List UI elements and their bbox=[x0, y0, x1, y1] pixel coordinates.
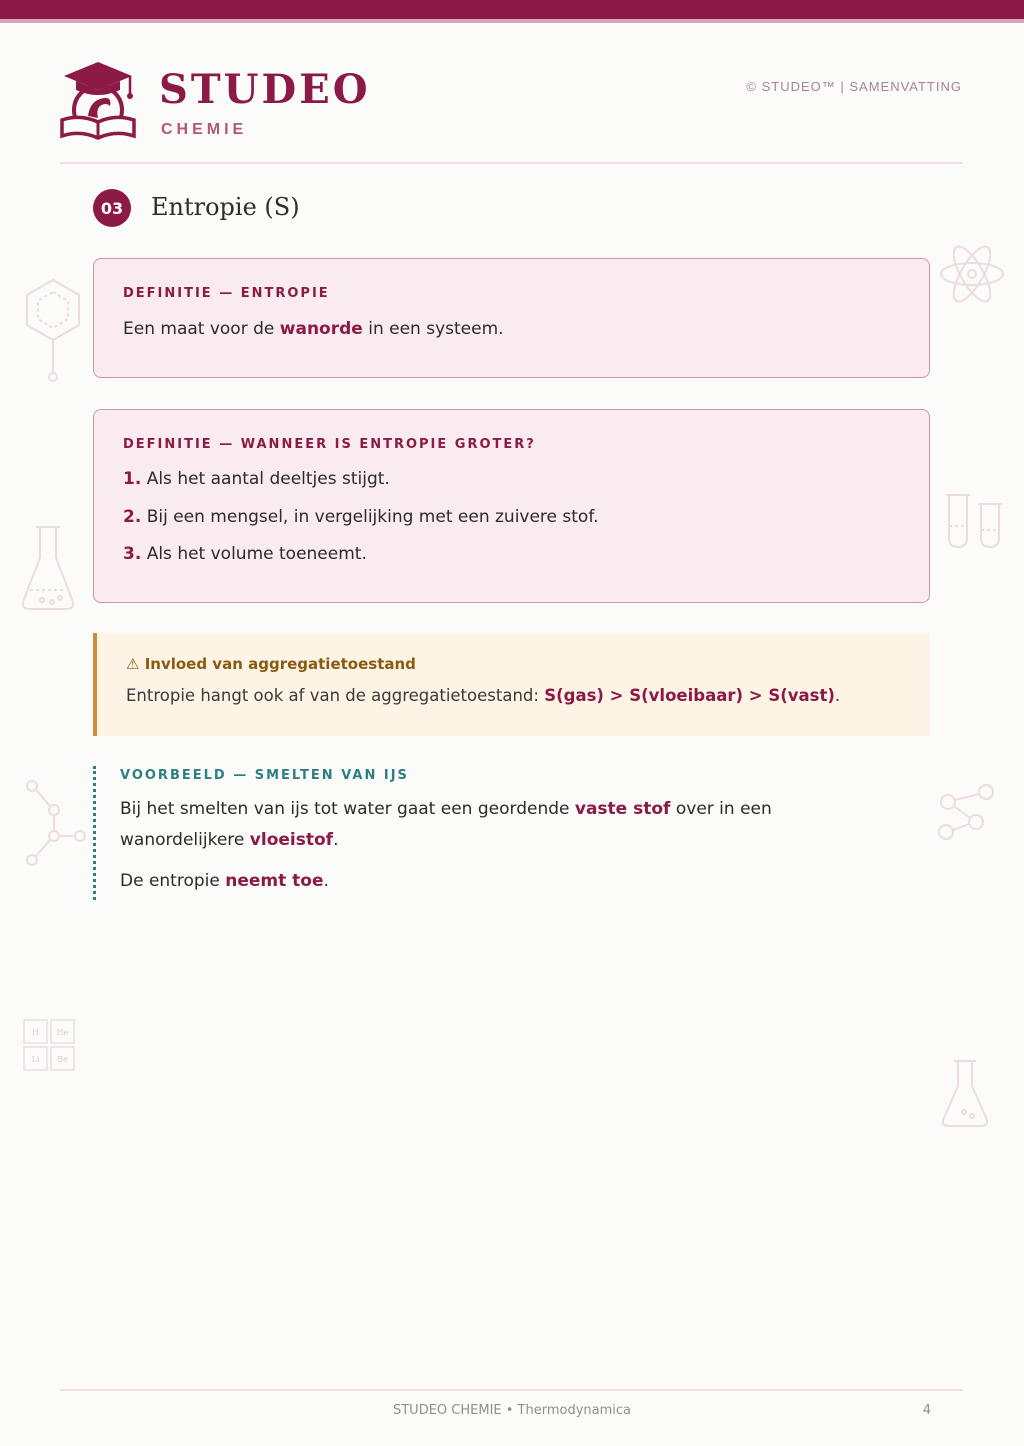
copyright-label: © STUDEO™ | SAMENVATTING bbox=[746, 79, 962, 94]
periodic-table-icon bbox=[22, 1018, 76, 1072]
list-item: 2. Bij een mengsel, in vergelijking met een zuivere stof. bbox=[123, 507, 599, 527]
footer-label: STUDEO CHEMIE • Thermodynamica bbox=[392, 1403, 631, 1418]
definition-card-entropie bbox=[93, 258, 930, 378]
warning-note-text: Entropie hangt ook af van de aggregatietoestand: S(gas) > S(vloeibaar) > S(vast). bbox=[126, 686, 841, 705]
section-number-badge: 03 bbox=[93, 189, 131, 227]
brand-subject: CHEMIE bbox=[161, 121, 248, 138]
example-text-line: De entropie neemt toe. bbox=[120, 871, 329, 891]
definition-card-title: DEFINITIE — WANNEER IS ENTROPIE GROTER? bbox=[123, 437, 536, 452]
highlight-term: S(gas) > S(vloeibaar) > S(vast) bbox=[544, 686, 835, 705]
example-text-line: wanordelijkere vloeistof. bbox=[120, 830, 339, 850]
periodic-element-h: H bbox=[32, 1028, 39, 1037]
erlenmeyer-flask-icon bbox=[20, 524, 76, 612]
test-tubes-icon bbox=[944, 492, 1006, 550]
brand-name: STUDEO bbox=[159, 66, 371, 113]
warning-note bbox=[93, 633, 930, 736]
warning-icon: ⚠ bbox=[126, 655, 140, 673]
molecule-structure-icon bbox=[22, 776, 90, 870]
example-title: VOORBEELD — SMELTEN VAN IJS bbox=[120, 768, 409, 783]
definition-card-title: DEFINITIE — ENTROPIE bbox=[123, 286, 330, 301]
example-block bbox=[93, 766, 930, 900]
header-divider bbox=[60, 162, 963, 164]
example-text-line: Bij het smelten van ijs tot water gaat een geordende vaste stof over in een bbox=[120, 799, 772, 819]
highlight-term: wanorde bbox=[279, 319, 363, 339]
atom-icon bbox=[938, 243, 1006, 305]
list-item: 1. Als het aantal deeltjes stijgt. bbox=[123, 469, 390, 489]
definition-card-text: Een maat voor de wanorde in een systeem. bbox=[123, 319, 504, 339]
hexagon-molecule-icon bbox=[22, 276, 84, 384]
list-item: 3. Als het volume toeneemt. bbox=[123, 544, 367, 564]
warning-note-title: ⚠ Invloed van aggregatietoestand bbox=[126, 655, 416, 673]
page-number: 4 bbox=[922, 1403, 931, 1418]
graduation-cap-book-logo-icon bbox=[60, 60, 136, 142]
top-accent-stripe bbox=[0, 19, 1024, 23]
share-nodes-icon bbox=[934, 780, 998, 844]
periodic-element-be: Be bbox=[57, 1055, 68, 1064]
erlenmeyer-flask-icon bbox=[940, 1058, 990, 1130]
section-title: Entropie (S) bbox=[151, 193, 300, 221]
periodic-element-he: He bbox=[56, 1028, 69, 1037]
periodic-element-li: Li bbox=[31, 1055, 40, 1064]
definition-card-groter bbox=[93, 409, 930, 603]
footer-divider bbox=[60, 1389, 963, 1391]
top-accent-bar bbox=[0, 0, 1024, 19]
